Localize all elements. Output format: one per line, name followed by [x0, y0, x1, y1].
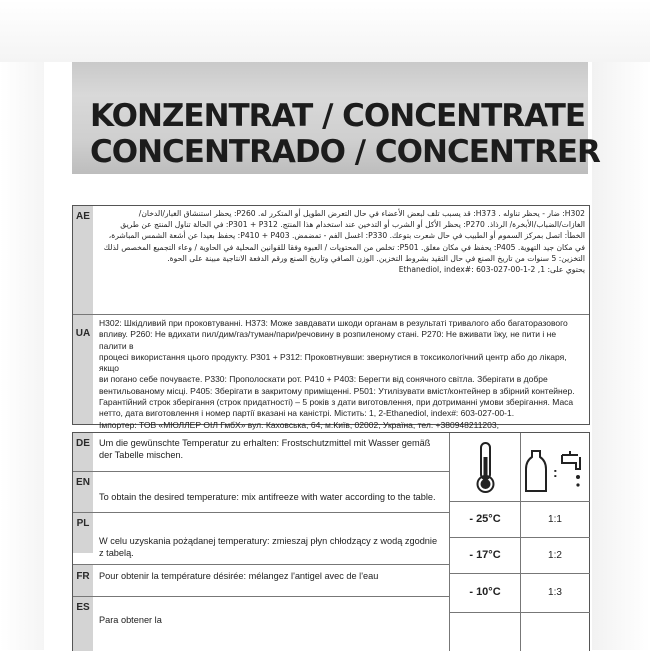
temperature-cell: - 17°C: [469, 549, 501, 561]
row-divider: [73, 314, 589, 315]
lang-code-ua: UA: [73, 315, 93, 424]
row-divider: [73, 512, 449, 513]
de-mix-text: Um die gewünschte Temperatur zu erhalten: Frostschutzmittel mit Wasser gemäß der Tabelle mischen.: [99, 438, 431, 460]
lang-code-ae: AE: [73, 206, 93, 314]
banner-line-1: KONZENTRAT / CONCENTRATE: [90, 98, 586, 134]
ukrainian-hazard-text: [99, 318, 585, 442]
mixing-instructions-box: [72, 432, 590, 651]
lang-code-en: EN: [73, 472, 93, 512]
background-right: [592, 0, 650, 650]
bottle-water-tap-icon: [520, 433, 590, 501]
row-divider: [73, 596, 449, 597]
arabic-hazard-text: [97, 208, 585, 275]
ua-line: впливу. P260: Не вдихати пил/дим/газ/туман/пари/речовину в розпиленому стані. P270: Не вживати їжу, не пити і не палити в: [99, 329, 557, 351]
lang-code-de: DE: [73, 433, 93, 471]
ae-line: الخطأ: اتصل بمركز السموم أو الطبيب في حال شعرت بتوعك. P330: اغسل الفم - تمضمض. P410 + P403: يحفظ بعيدا عن أشعة الشمس المباشرة،: [108, 231, 585, 241]
ua-line: нетто, дата виготовлення і номер партії вказані на каністрі. Містить: 1, 2-Ethanediol, index#: 603-027-00-1.: [99, 408, 515, 419]
table-row: [450, 573, 590, 613]
ae-line: H302: ضار - يحظر تناوله . H373: قد يسبب تلف لبعض الأعضاء في حال التعرض الطويل أو المتكرر له. P260: يحظر استنشاق الغبار/الدخان/: [138, 209, 585, 218]
ua-line: вентильованому місці. P405: Зберігати в закритому приміщенні. P501: Утилізувати вміст/контейнер в збірний контейнер.: [99, 385, 575, 396]
ua-line: процесі використання цього продукту. P301 + P312: Проковтнувши: звернутися в токсикологічний центр або до лікаря, якщо: [99, 351, 567, 374]
ratio-cell: 1:3: [548, 587, 562, 598]
fr-mix-text: Pour obtenir la température désirée: mélangez l'antigel avec de l'eau: [99, 571, 379, 581]
table-row: [450, 537, 590, 574]
dilution-table: [449, 433, 590, 651]
lang-code-es: ES: [73, 597, 93, 651]
row-divider: [73, 564, 449, 565]
ua-line: Гарантійний строк зберігання (строк придатності) – 5 років з дати виготовлення, при дотриманні умови зберігання. Маса: [99, 397, 574, 408]
thermometer-icon: [450, 433, 520, 501]
temperature-cell: - 25°C: [469, 513, 501, 525]
row-divider: [73, 471, 449, 472]
ua-line: Імпортер: ТОВ «МЮЛЛЕР ОІЛ ГмбХ» вул. Каховська, 64, м.Київ, 02002, Україна, тел. +380948211203,: [99, 419, 499, 430]
ua-line: H302: Шкідливий при проковтуванні. H373: Може завдавати шкоди органам в результаті тривалого або багаторазового: [99, 318, 568, 328]
table-row: [450, 501, 590, 538]
banner-line-2: CONCENTRADO / CONCENTRER: [90, 134, 600, 170]
concentrate-banner: [72, 62, 600, 174]
pl-mix-text: W celu uzyskania pożądanej temperatury: zmieszaj płyn chłodzący z wodą zgodnie z tabelą.: [99, 536, 438, 558]
label-top-strip: [0, 0, 650, 62]
ratio-colon: :: [553, 464, 558, 480]
lang-code-pl: PL: [73, 513, 93, 553]
ae-line: في مكان جيد التهوية. P405: يحفظ في مكان مغلق. P501: تخلص من المحتويات / العبوة وفقا للقوانين المحلية في الحاوية / وعاء التجميع المخصص لذلك: [103, 242, 585, 252]
temperature-cell: - 10°C: [469, 586, 501, 598]
ae-line: الغازات/الضباب/الأبخرة/ الرذاذ. P270: يحظر الأكل أو الشرب أو التدخين عند استخدام هذا المنتج. P301 + P312: في الحالة تناول المنتج عن طريق: [120, 220, 585, 230]
lang-code-fr: FR: [73, 565, 93, 603]
hazard-info-box: [72, 205, 590, 430]
ratio-cell: 1:2: [548, 550, 562, 561]
ratio-cell: 1:1: [548, 514, 562, 525]
background-left: [0, 0, 44, 650]
es-mix-text: Para obtener la: [99, 615, 162, 625]
ae-line: التخزين: 5 سنوات من تاريخ الصنع في حال التقيد بشروط التخزين. الوزن الصافي وتاريخ الصنع ورقم الدفعة الانتاجية مبينة على الحوة.: [167, 253, 585, 263]
ae-line: يحتوي على: 1, 2-Ethanediol, index#: 603-027-00-1: [398, 265, 585, 275]
en-mix-text: To obtain the desired temperature: mix antifreeze with water according to the table.: [99, 492, 436, 502]
ua-line: ви погано себе почуваєте. P330: Прополоскати рот. P410 + P403: Берегти від сонячного світла. Зберігати в добре: [99, 374, 548, 385]
